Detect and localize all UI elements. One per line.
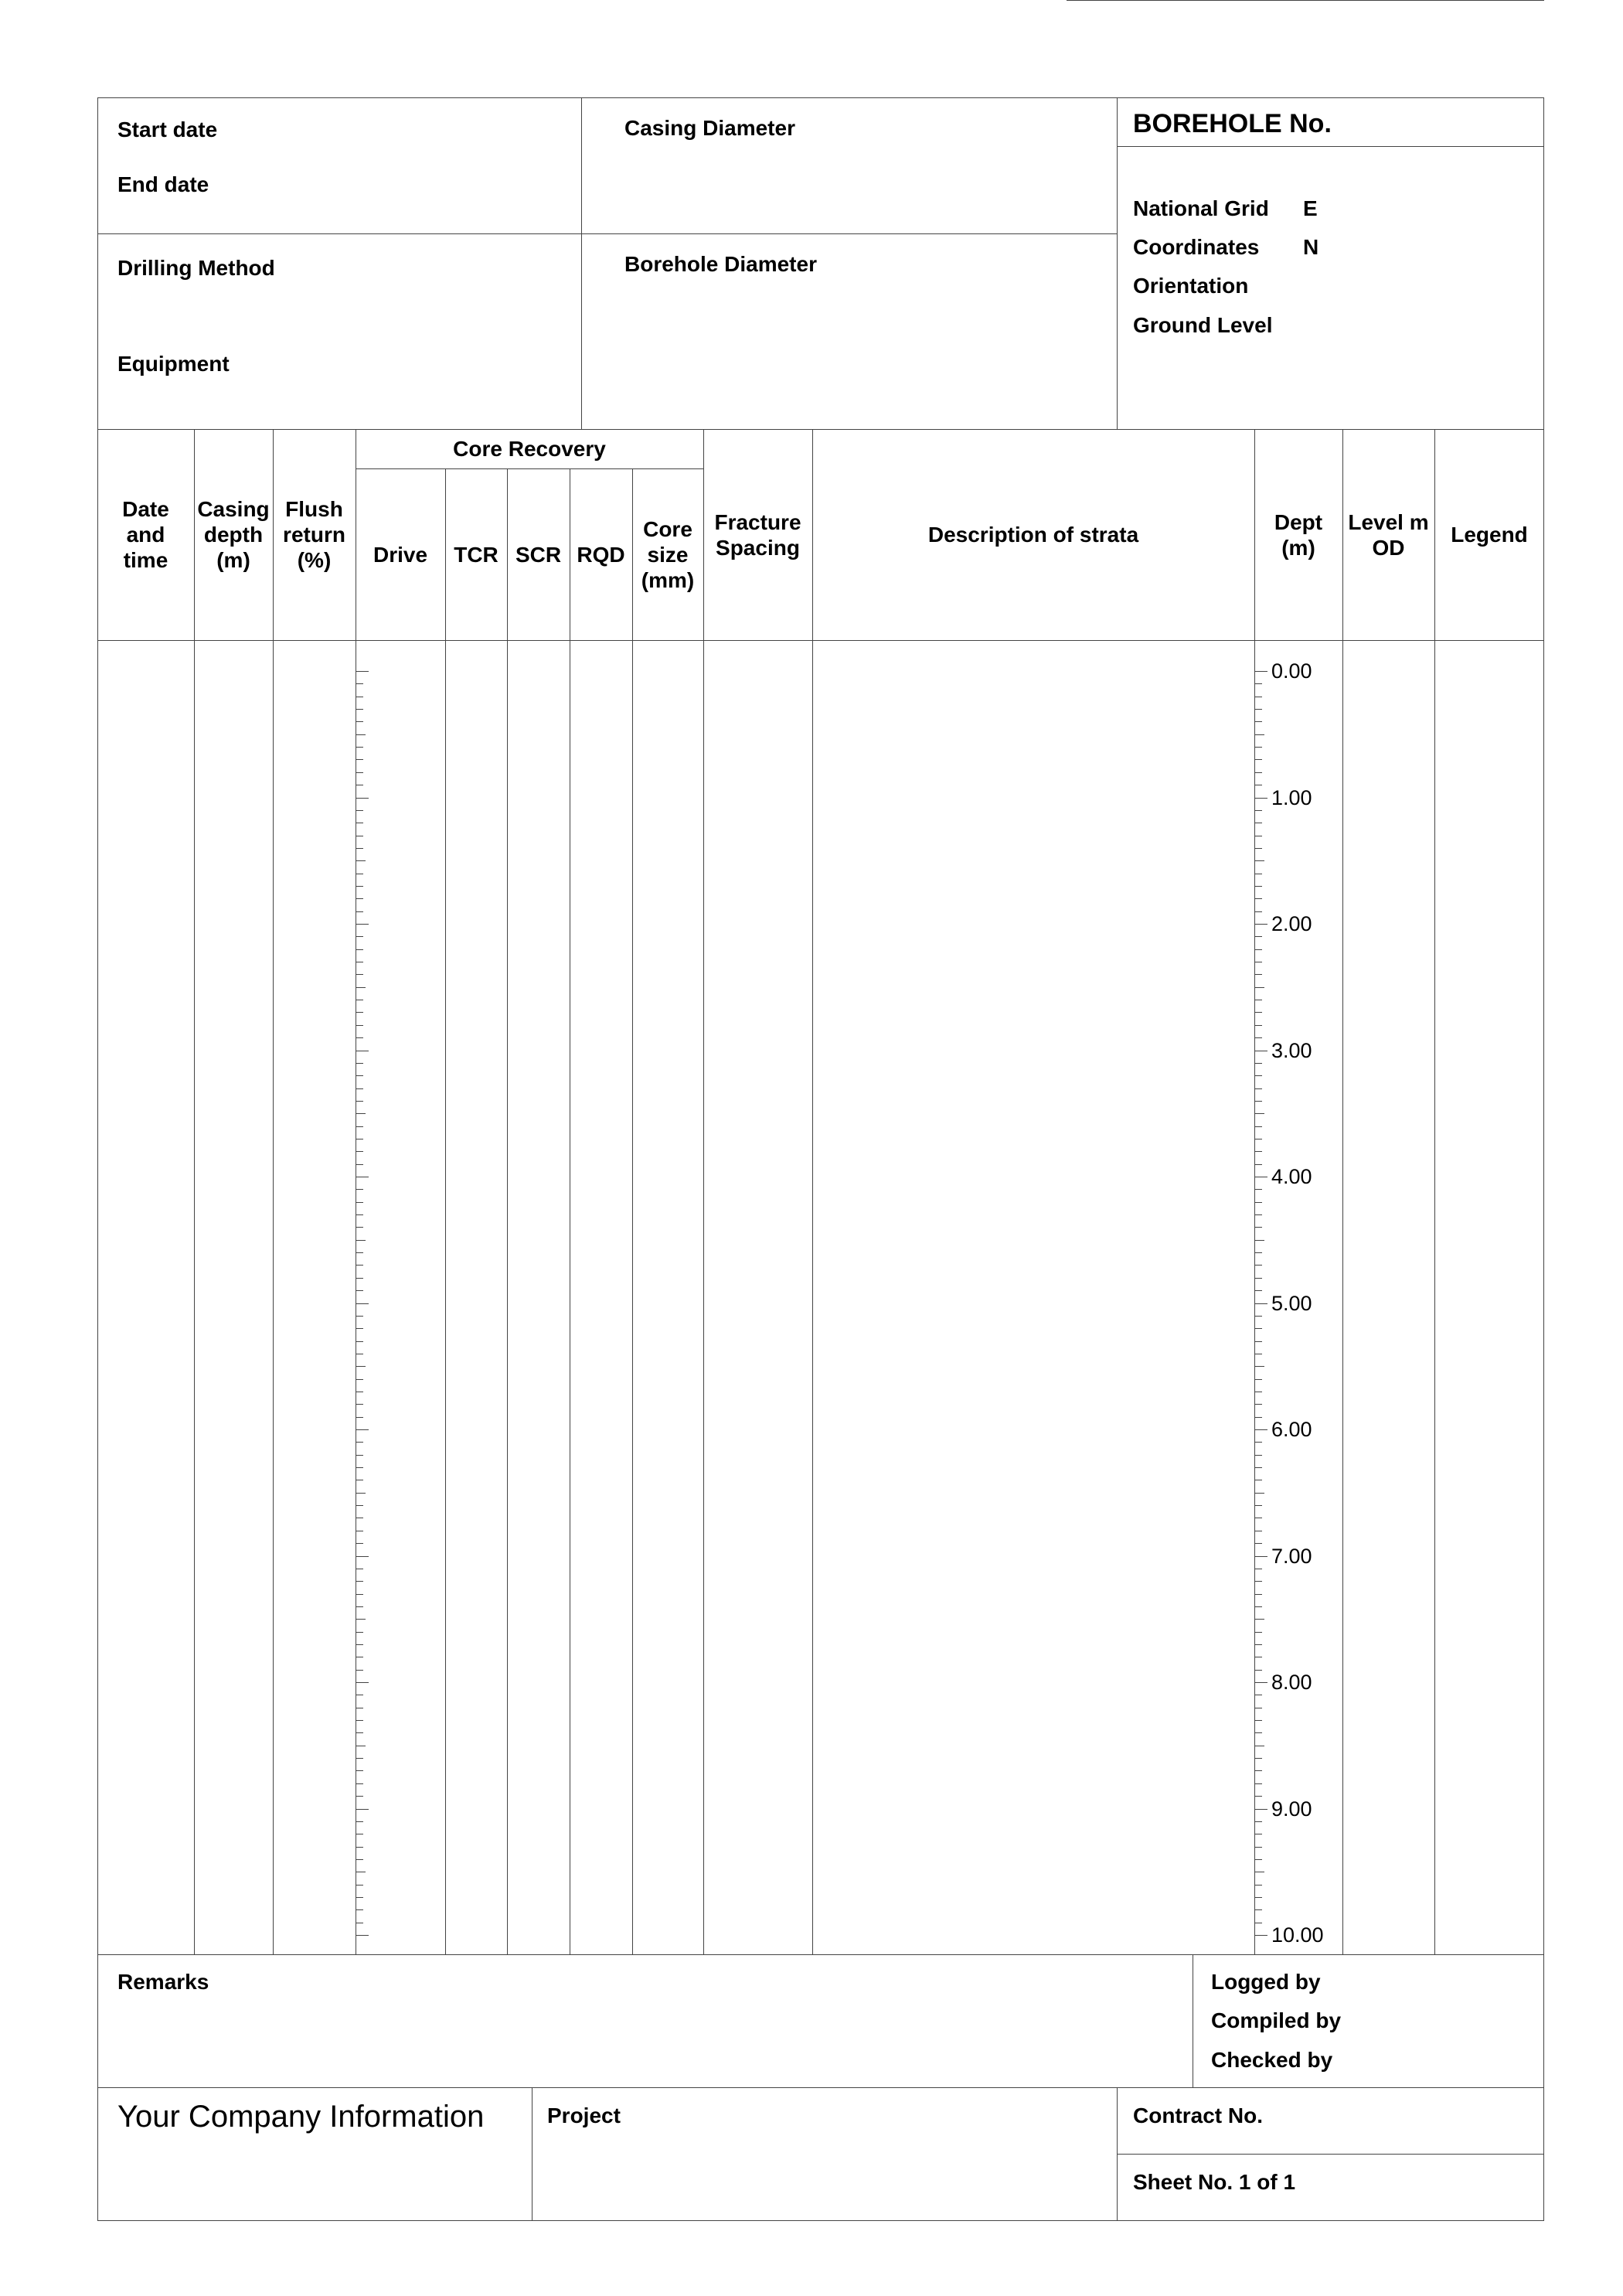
drive-scale-tick xyxy=(356,1366,366,1367)
drive-scale-tick xyxy=(356,1164,363,1165)
depth-scale-tick xyxy=(1255,1429,1267,1430)
drive-scale-tick xyxy=(356,1417,363,1418)
log-table xyxy=(97,429,1544,1955)
drive-scale-tick xyxy=(356,747,363,748)
drive-scale-tick xyxy=(356,1644,363,1645)
drive-scale-tick xyxy=(356,1581,363,1582)
depth-scale-tick xyxy=(1255,747,1262,748)
depth-scale-tick xyxy=(1255,1859,1262,1860)
drive-scale-tick xyxy=(356,1303,369,1304)
col-divider xyxy=(632,468,633,1955)
column-header-bottom xyxy=(97,640,1544,641)
drive-scale-tick xyxy=(356,1012,363,1013)
depth-scale-tick xyxy=(1255,1442,1262,1443)
drive-scale-tick xyxy=(356,1847,363,1848)
depth-scale-label: 2.00 xyxy=(1271,912,1312,935)
depth-scale-label: 1.00 xyxy=(1271,785,1312,809)
depth-scale-tick xyxy=(1255,987,1264,988)
drive-scale-tick xyxy=(356,1126,363,1127)
col-divider xyxy=(194,429,195,1955)
depth-scale-label: 0.00 xyxy=(1271,659,1312,683)
depth-scale-tick xyxy=(1255,1796,1262,1797)
depth-scale-tick xyxy=(1255,1151,1262,1152)
depth-scale-tick xyxy=(1255,1556,1267,1557)
borehole-diameter-label: Borehole Diameter xyxy=(624,252,817,276)
drive-scale-tick xyxy=(356,1075,363,1076)
drive-scale-tick xyxy=(356,1821,363,1822)
scr-header: SCR xyxy=(515,542,562,567)
depth-scale-tick xyxy=(1255,1189,1262,1190)
drive-scale-tick xyxy=(356,810,363,811)
drive-scale-tick xyxy=(356,1379,363,1380)
drive-scale-tick xyxy=(356,709,363,710)
depth-scale-tick xyxy=(1255,1732,1262,1733)
depth-scale-tick xyxy=(1255,949,1262,950)
depth-scale-tick xyxy=(1255,1240,1264,1241)
drive-scale-tick xyxy=(356,1101,363,1102)
drive-scale-tick xyxy=(356,772,363,773)
drive-scale-tick xyxy=(356,1594,363,1595)
depth-scale-tick xyxy=(1255,709,1262,710)
drive-scale-tick xyxy=(356,759,363,760)
depth-scale-tick xyxy=(1255,1366,1264,1367)
drive-header: Drive xyxy=(373,542,428,567)
depth-scale-tick xyxy=(1255,772,1262,773)
depth-scale-tick xyxy=(1255,1670,1262,1671)
drive-scale-tick xyxy=(356,860,366,861)
depth-scale-tick xyxy=(1255,1278,1262,1279)
col-divider xyxy=(1434,429,1435,1955)
drive-scale-tick xyxy=(356,1720,363,1721)
depth-scale-tick xyxy=(1255,1037,1262,1038)
drive-scale-tick xyxy=(356,1809,369,1810)
depth-scale-tick xyxy=(1255,1909,1262,1910)
borehole-no-label: BOREHOLE No. xyxy=(1133,109,1332,138)
drive-scale-tick xyxy=(356,1328,363,1329)
depth-scale-tick xyxy=(1255,1847,1262,1848)
depth-scale-label: 7.00 xyxy=(1271,1544,1312,1568)
legend-header: Legend xyxy=(1451,523,1528,547)
drive-scale-tick xyxy=(356,1619,366,1620)
depth-scale-tick xyxy=(1255,1935,1267,1936)
depth-scale-tick xyxy=(1255,1290,1262,1291)
depth-scale-tick xyxy=(1255,1214,1262,1215)
rqd-header: RQD xyxy=(577,542,625,567)
drive-scale-tick xyxy=(356,1935,369,1936)
depth-scale-label: 3.00 xyxy=(1271,1038,1312,1062)
depth-scale-tick xyxy=(1255,1581,1262,1582)
sheet-no-label: Sheet No. 1 of 1 xyxy=(1133,2170,1296,2194)
depth-scale-tick xyxy=(1255,1341,1262,1342)
depth-scale-tick xyxy=(1255,1417,1262,1418)
depth-scale-tick xyxy=(1255,911,1262,912)
depth-scale-tick xyxy=(1255,1012,1262,1013)
depth-scale-label: 9.00 xyxy=(1271,1797,1312,1821)
drive-scale-tick xyxy=(356,1505,363,1506)
depth-scale-tick xyxy=(1255,1682,1267,1683)
drive-scale-tick xyxy=(356,987,366,988)
depth-scale-tick xyxy=(1255,886,1262,887)
easting-label: E xyxy=(1303,196,1318,220)
drive-scale-tick xyxy=(356,1670,363,1671)
drive-scale-tick xyxy=(356,1606,363,1607)
depth-scale-tick xyxy=(1255,936,1262,937)
logged-by-label: Logged by xyxy=(1211,1970,1321,1994)
depth-scale-tick xyxy=(1255,1606,1262,1607)
compiled-by-label: Compiled by xyxy=(1211,2008,1342,2032)
equipment-label: Equipment xyxy=(117,352,230,376)
drive-scale-tick xyxy=(356,1037,363,1038)
tcr-header: TCR xyxy=(454,542,498,567)
depth-scale-tick xyxy=(1255,1505,1262,1506)
drive-scale-tick xyxy=(356,1063,363,1064)
depth-scale-tick xyxy=(1255,1770,1262,1771)
depth-scale-tick xyxy=(1255,1455,1262,1456)
depth-scale-tick xyxy=(1255,1075,1262,1076)
header-divider-2 xyxy=(1117,97,1118,430)
drive-scale-tick xyxy=(356,1442,363,1443)
remarks-label: Remarks xyxy=(117,1970,209,1994)
drive-scale-tick xyxy=(356,1290,363,1291)
depth-scale-tick xyxy=(1255,1467,1262,1468)
depth-scale-tick xyxy=(1255,1328,1262,1329)
drive-scale-tick xyxy=(356,1885,363,1886)
depth-scale-tick xyxy=(1255,860,1264,861)
depth-scale-tick xyxy=(1255,1025,1262,1026)
drive-scale-tick xyxy=(356,671,369,672)
drive-scale-tick xyxy=(356,1493,366,1494)
drive-scale-tick xyxy=(356,1632,363,1633)
depth-scale-label: 6.00 xyxy=(1271,1418,1312,1441)
col-divider xyxy=(1254,429,1255,1955)
borehole-title-divider xyxy=(1117,146,1544,147)
depth-scale-tick xyxy=(1255,734,1264,735)
depth-scale-tick xyxy=(1255,1720,1262,1721)
drive-scale-tick xyxy=(356,734,366,735)
depth-scale-tick xyxy=(1255,1316,1262,1317)
col-divider xyxy=(812,429,813,1955)
depth-scale-label: 10.00 xyxy=(1271,1923,1324,1947)
depth-scale-tick xyxy=(1255,759,1262,760)
drive-scale-tick xyxy=(356,1252,363,1253)
depth-scale-tick xyxy=(1255,848,1262,849)
depth-scale-tick xyxy=(1255,1252,1262,1253)
drive-scale-tick xyxy=(356,1556,369,1557)
depth-scale-tick xyxy=(1255,1594,1262,1595)
drive-scale-tick xyxy=(356,1113,366,1114)
depth-scale-tick xyxy=(1255,1227,1262,1228)
header-divider-1 xyxy=(581,97,582,430)
drive-scale-tick xyxy=(356,1897,363,1898)
depth-header: Dept (m) xyxy=(1274,509,1323,560)
depth-scale-tick xyxy=(1255,1113,1264,1114)
depth-scale-tick xyxy=(1255,1758,1262,1759)
drive-scale-tick xyxy=(356,1455,363,1456)
casing-diameter-label: Casing Diameter xyxy=(624,116,795,140)
drive-scale-tick xyxy=(356,1227,363,1228)
ground-level-label: Ground Level xyxy=(1133,313,1273,337)
date-time-header: Date and time xyxy=(122,497,169,572)
drive-scale-tick xyxy=(356,683,363,684)
drive-scale-tick xyxy=(356,721,363,722)
drive-scale-tick xyxy=(356,1859,363,1860)
northing-label: N xyxy=(1303,235,1319,259)
drive-scale-tick xyxy=(356,924,369,925)
drive-scale-tick xyxy=(356,886,363,887)
drive-scale-tick xyxy=(356,1025,363,1026)
depth-scale-tick xyxy=(1255,1088,1262,1089)
depth-scale-tick xyxy=(1255,721,1262,722)
fracture-spacing-header: Fracture Spacing xyxy=(714,509,801,560)
project-label: Project xyxy=(547,2104,621,2127)
depth-scale-tick xyxy=(1255,1897,1262,1898)
depth-scale-tick xyxy=(1255,671,1267,672)
drive-scale-tick xyxy=(356,1543,363,1544)
drive-scale-tick xyxy=(356,1783,363,1784)
col-divider xyxy=(507,468,508,1955)
drive-scale-tick xyxy=(356,1202,363,1203)
drive-scale-tick xyxy=(356,1316,363,1317)
depth-scale-tick xyxy=(1255,1543,1262,1544)
depth-scale-tick xyxy=(1255,1126,1262,1127)
end-date-label: End date xyxy=(117,172,209,196)
drive-scale-tick xyxy=(356,848,363,849)
depth-scale-tick xyxy=(1255,798,1267,799)
depth-scale-tick xyxy=(1255,1202,1262,1203)
depth-scale-tick xyxy=(1255,1885,1262,1886)
drive-scale-tick xyxy=(356,1189,363,1190)
drive-scale-tick xyxy=(356,1278,363,1279)
description-header: Description of strata xyxy=(927,523,1139,547)
depth-scale-tick xyxy=(1255,1164,1262,1165)
depth-scale-tick xyxy=(1255,1644,1262,1645)
drive-scale-tick xyxy=(356,898,363,899)
start-date-label: Start date xyxy=(117,118,218,141)
depth-scale-tick xyxy=(1255,1404,1262,1405)
depth-scale-tick xyxy=(1255,924,1267,925)
drive-scale-tick xyxy=(356,936,363,937)
header-section xyxy=(97,97,1544,430)
coordinates-label: Coordinates xyxy=(1133,235,1260,259)
depth-scale-tick xyxy=(1255,1379,1262,1380)
col-divider xyxy=(1342,429,1343,1955)
drive-scale-tick xyxy=(356,974,363,975)
depth-scale-tick xyxy=(1255,1809,1267,1810)
depth-scale-label: 5.00 xyxy=(1271,1291,1312,1315)
company-info: Your Company Information xyxy=(117,2100,485,2134)
col-divider xyxy=(273,429,274,1955)
drive-scale-tick xyxy=(356,1732,363,1733)
depth-scale-tick xyxy=(1255,1101,1262,1102)
col-divider xyxy=(445,468,446,1955)
checked-by-label: Checked by xyxy=(1211,2048,1333,2072)
depth-scale-tick xyxy=(1255,683,1262,684)
orientation-label: Orientation xyxy=(1133,274,1249,298)
drive-scale-tick xyxy=(356,911,363,912)
drive-scale-tick xyxy=(356,1088,363,1089)
depth-scale-tick xyxy=(1255,810,1262,811)
drive-scale-tick xyxy=(356,1214,363,1215)
casing-depth-header: Casing depth (m) xyxy=(197,497,270,572)
drive-scale-tick xyxy=(356,949,363,950)
drilling-method-label: Drilling Method xyxy=(117,256,275,280)
drive-scale-tick xyxy=(356,1682,369,1683)
depth-scale-tick xyxy=(1255,1783,1262,1784)
title-row-divider xyxy=(1117,2154,1544,2155)
contract-no-label: Contract No. xyxy=(1133,2104,1263,2127)
depth-scale-tick xyxy=(1255,1821,1262,1822)
drive-scale-tick xyxy=(356,1909,363,1910)
drive-scale-tick xyxy=(356,798,369,799)
drive-scale-tick xyxy=(356,1265,363,1266)
depth-scale-tick xyxy=(1255,1063,1262,1064)
depth-scale-tick xyxy=(1255,898,1262,899)
drive-scale-tick xyxy=(356,1758,363,1759)
drive-scale-tick xyxy=(356,1770,363,1771)
depth-scale-tick xyxy=(1255,1303,1267,1304)
depth-scale-tick xyxy=(1255,1619,1264,1620)
core-size-header: Core size (mm) xyxy=(641,516,695,592)
depth-scale-tick xyxy=(1255,974,1262,975)
header-row-divider xyxy=(97,233,1118,234)
drive-scale-tick xyxy=(356,1151,363,1152)
level-header: Level m OD xyxy=(1348,509,1429,560)
drive-scale-tick xyxy=(356,1429,369,1430)
depth-scale-label: 8.00 xyxy=(1271,1671,1312,1694)
depth-scale-tick xyxy=(1255,1632,1262,1633)
depth-scale-tick xyxy=(1255,1493,1264,1494)
core-recovery-header: Core Recovery xyxy=(453,437,606,461)
flush-return-header: Flush return (%) xyxy=(283,497,345,572)
drive-scale-tick xyxy=(356,1240,366,1241)
national-grid-label: National Grid xyxy=(1133,196,1269,220)
drive-scale-tick xyxy=(356,1467,363,1468)
depth-scale-label: 4.00 xyxy=(1271,1165,1312,1188)
drive-scale-tick xyxy=(356,1796,363,1797)
depth-scale-tick xyxy=(1255,1265,1262,1266)
col-divider xyxy=(703,429,704,1955)
top-rule xyxy=(1067,0,1544,1)
drive-scale-tick xyxy=(356,1404,363,1405)
drive-scale-tick xyxy=(356,1341,363,1342)
